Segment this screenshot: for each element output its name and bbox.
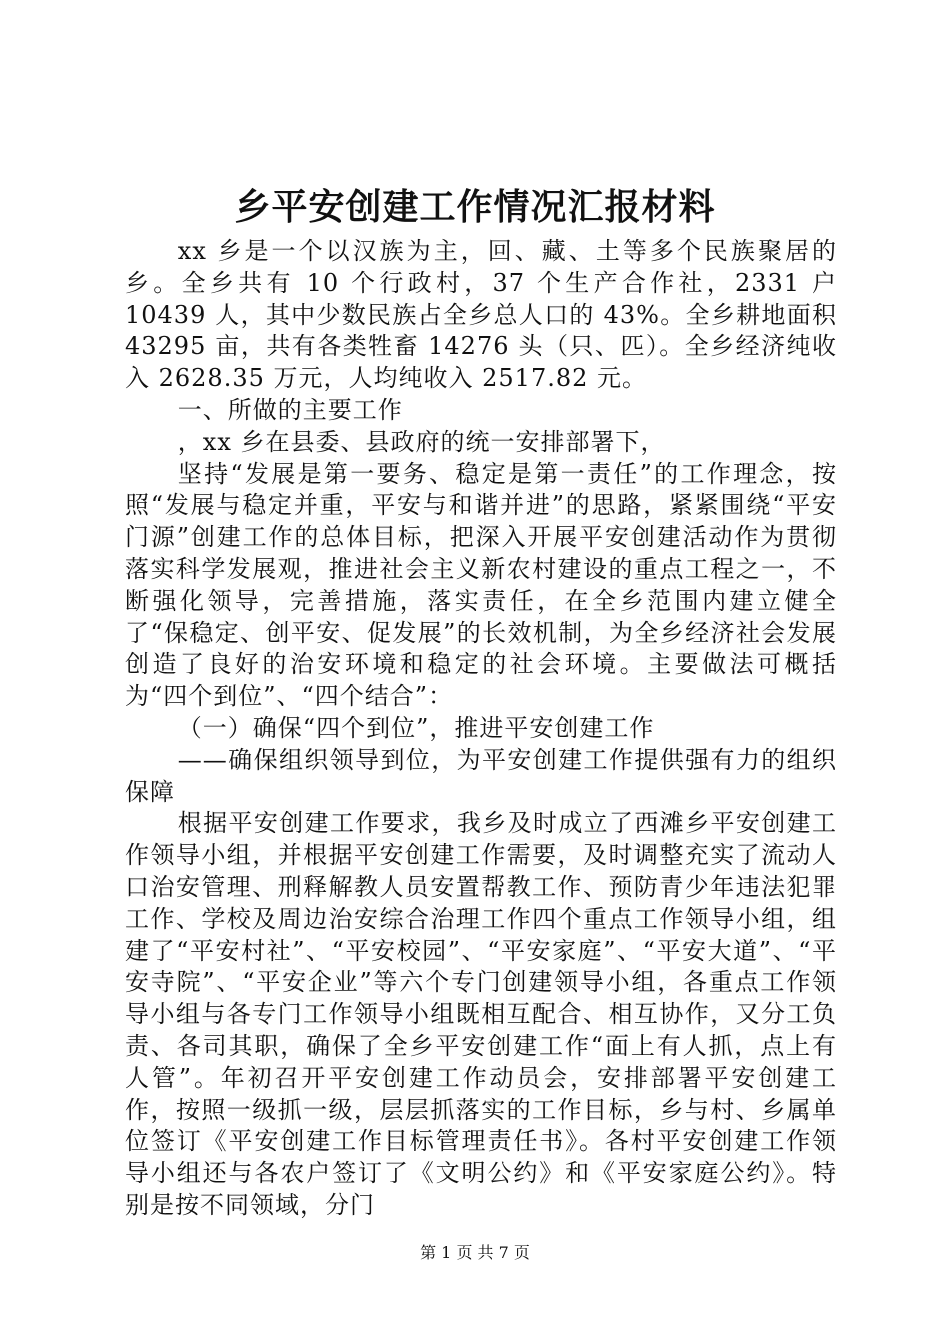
paragraph-leadership: 根据平安创建工作要求，我乡及时成立了西滩乡平安创建工作领导小组，并根据平安创建工作需要，及时调整充实了流动人口治安管理、刑释解教人员安置帮教工作、预防青少年违法犯罪工作、学校及周边治安综合治理工作四个重点工作领导小组，组建了“平安村社”、“平安校园”、“平安家庭”、“平安大道”、“平安寺院”、“平安企业”等六个专门创建领导小组，各重点工作领导小组与各专门工作领导小组既相互配合、相互协作，又分工负责、各司其职，确保了全乡平安创建工作“面上有人抓，点上有人管”。年初召开平安创建工作动员会，安排部署平安创建工作，按照一级抓一级，层层抓落实的工作目标，乡与村、乡属单位签订《平安创建工作目标管理责任书》。各村平安创建工作领导小组还与各农户签订了《文明公约》和《平安家庭公约》。特别是按不同领域，分门 <box>125 809 837 1219</box>
document-title: 乡平安创建工作情况汇报材料 <box>234 187 716 228</box>
page-footer: 第 1 页 共 7 页 <box>420 1243 530 1262</box>
heading-main-work: 一、所做的主要工作 <box>177 395 403 424</box>
document-body <box>125 236 837 1222</box>
paragraph-principles: 坚持“发展是第一要务、稳定是第一责任”的工作理念，按照“发展与稳定并重，平安与和谐并进”的思路，紧紧围绕“平安门源”创建工作的总体目标，把深入开展平安创建活动作为贯彻落实科学发展观，推进社会主义新农村建设的重点工程之一，不断强化领导，完善措施，落实责任，在全乡范围内建立健全了“保稳定、创平安、促发展”的长效机制，为全乡经济社会发展创造了良好的治安环境和稳定的社会环境。主要做法可概括为“四个到位”、“四个结合”： <box>125 459 837 711</box>
subheading-organization: ——确保组织领导到位，为平安创建工作提供强有力的组织保障 <box>125 745 837 806</box>
subheading-four-in-place: （一）确保“四个到位”，推进平安创建工作 <box>177 713 655 742</box>
paragraph-overview: xx 乡是一个以汉族为主，回、藏、土等多个民族聚居的乡。全乡共有 10 个行政村，37 个生产合作社，2331 户 10439 人，其中少数民族占全乡总人口的 43%。全乡耕地面积 43295 亩，共有各类牲畜 14276 头（只、匹）。全乡经济纯收入 2628.35 万元，人均纯收入 2517.82 元。 <box>125 237 837 393</box>
paragraph-intro: ，xx 乡在县委、县政府的统一安排部署下， <box>177 427 666 456</box>
